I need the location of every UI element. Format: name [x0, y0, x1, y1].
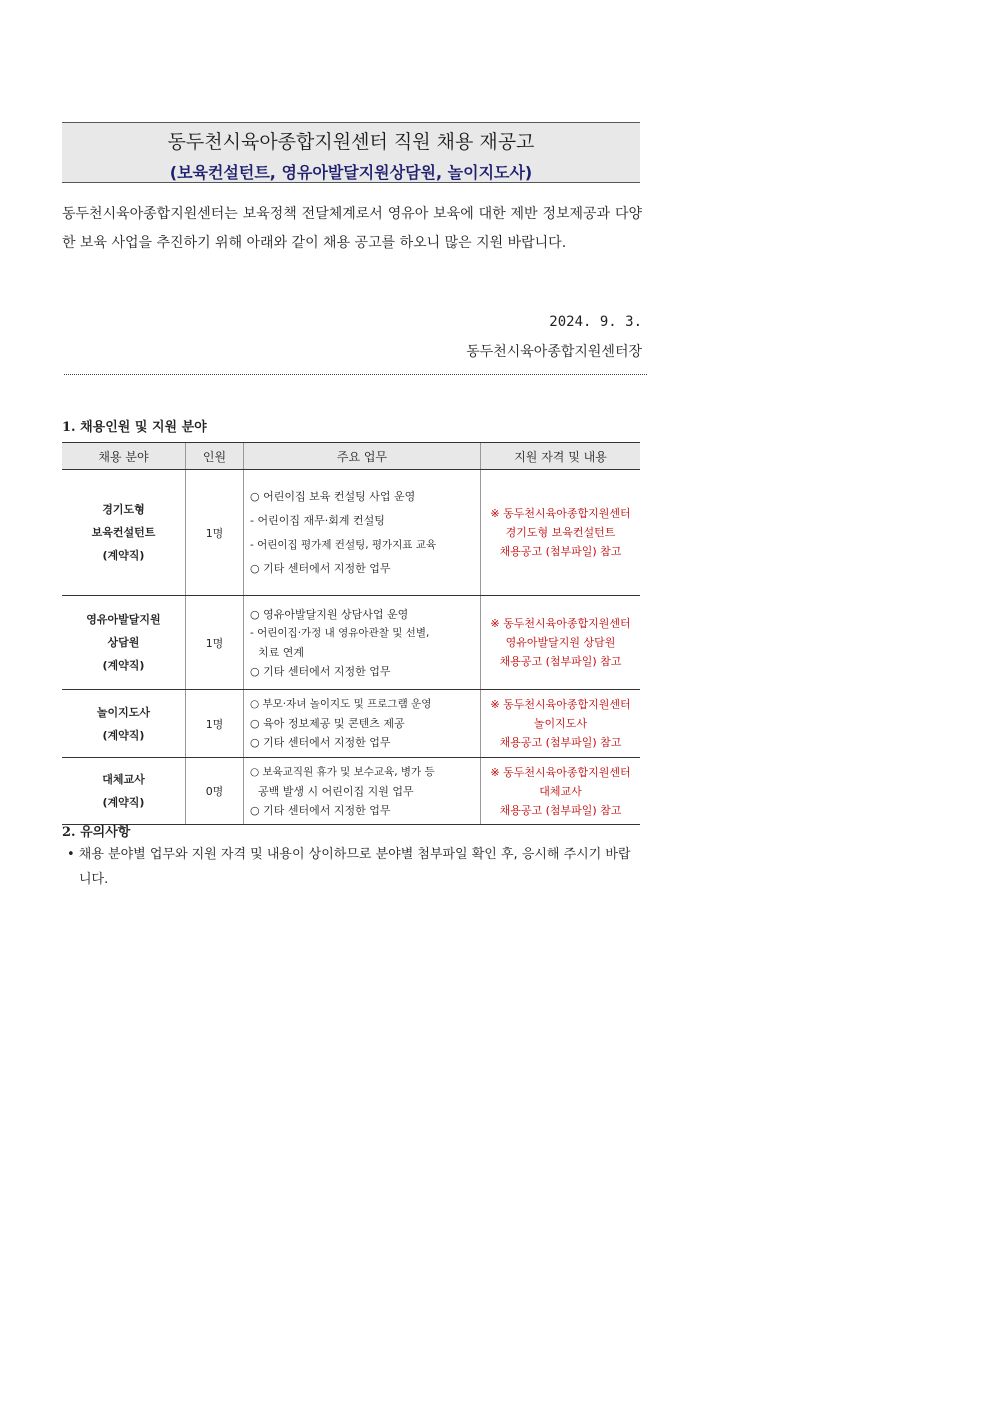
- field-line: 놀이지도사: [96, 705, 151, 719]
- qualification-line: 채용공고 (첨부파일) 참고: [499, 655, 622, 668]
- qualification-line: ※ 동두천시육아종합지원센터: [490, 765, 631, 779]
- duty-line: 치료 연계: [258, 645, 305, 659]
- recruitment-table: [62, 442, 640, 825]
- page-title: 동두천시육아종합지원센터 직원 채용 재공고: [167, 131, 535, 153]
- field-line: 상담원: [107, 636, 140, 649]
- field-line: 대체교사: [102, 773, 145, 786]
- duty-line: ○ 어린이집 보육 컨설팅 사업 운영: [250, 489, 416, 503]
- notice-text: • 채용 분야별 업무와 지원 자격 및 내용이 상이하므로 분야별 첨부파일 확인 후, 응시해 주시기 바랍니다.: [67, 847, 631, 887]
- duty-line: ○ 기타 센터에서 지정한 업무: [250, 561, 391, 575]
- qualification-cell: [481, 470, 641, 596]
- qualification-cell: [481, 596, 641, 690]
- field-line: 보육컨설턴트: [91, 526, 156, 539]
- table-row: [62, 758, 640, 825]
- duty-line: ○ 육아 정보제공 및 콘텐츠 제공: [250, 717, 405, 730]
- header-count: 인원: [186, 443, 244, 470]
- title-box: [62, 122, 640, 183]
- qualification-line: 채용공고 (첨부파일) 참고: [499, 736, 622, 749]
- duty-line: ○ 영유아발달지원 상담사업 운영: [250, 607, 409, 621]
- field-line: 경기도형: [102, 503, 145, 516]
- field-cell: [62, 470, 186, 596]
- duties-cell: [244, 596, 481, 690]
- header-qualification: 지원 자격 및 내용: [481, 443, 641, 470]
- field-cell: [62, 596, 186, 690]
- qualification-line: ※ 동두천시육아종합지원센터: [490, 698, 631, 711]
- duty-line: ○ 보육교직원 휴가 및 보수교육, 병가 등: [250, 765, 435, 778]
- header-field: 채용 분야: [62, 443, 186, 470]
- signer: 동두천시육아종합지원센터장: [466, 344, 642, 360]
- duty-line: - 어린이집·가정 내 영유아관찰 및 선별,: [250, 626, 430, 639]
- qualification-line: 채용공고 (첨부파일) 참고: [499, 803, 622, 817]
- field-cell: [62, 758, 186, 825]
- table-row: [62, 690, 640, 758]
- duty-line: ○ 부모·자녀 놀이지도 및 프로그램 운영: [250, 698, 432, 710]
- count-cell: 1명: [186, 596, 244, 690]
- intro-paragraph: 동두천시육아종합지원센터는 보육정책 전달체계로서 영유아 보육에 대한 제반 정보제공과 다양한 보육 사업을 추진하기 위해 아래와 같이 채용 공고를 하오니 많은 지원 바랍니다.: [62, 206, 642, 251]
- field-line: (계약직): [102, 796, 145, 809]
- table-header-row: [62, 443, 640, 470]
- duty-line: 공백 발생 시 어린이집 지원 업무: [258, 784, 414, 798]
- count-cell: 1명: [186, 690, 244, 758]
- count-cell: 1명: [186, 470, 244, 596]
- qualification-line: 경기도형 보육컨설턴트: [505, 526, 616, 539]
- qualification-line: 채용공고 (첨부파일) 참고: [499, 545, 622, 558]
- field-cell: [62, 690, 186, 758]
- duty-line: ○ 기타 센터에서 지정한 업무: [250, 803, 391, 817]
- duties-cell: [244, 690, 481, 758]
- qualification-cell: [481, 690, 641, 758]
- duty-line: - 어린이집 재무·회계 컨설팅: [250, 513, 385, 527]
- dotted-divider: [64, 374, 647, 375]
- duties-cell: [244, 470, 481, 596]
- duty-line: ○ 기타 센터에서 지정한 업무: [250, 736, 391, 749]
- announcement-date: 2024. 9. 3.: [549, 314, 642, 330]
- field-line: (계약직): [102, 549, 145, 562]
- page-subtitle: (보육컨설턴트, 영유아발달지원상담원, 놀이지도사): [169, 163, 533, 182]
- count-cell: 0명: [186, 758, 244, 825]
- table-row: [62, 596, 640, 690]
- header-duties: 주요 업무: [244, 443, 481, 470]
- field-line: (계약직): [102, 728, 145, 742]
- duties-cell: [244, 758, 481, 825]
- qualification-line: 대체교사: [539, 784, 582, 798]
- duty-line: - 어린이집 평가제 컨설팅, 평가지표 교육: [250, 538, 437, 551]
- qualification-line: ※ 동두천시육아종합지원센터: [490, 617, 631, 630]
- field-line: 영유아발달지원: [86, 613, 161, 626]
- qualification-line: ※ 동두천시육아종합지원센터: [490, 507, 631, 520]
- section2-title: 2. 유의사항: [62, 825, 131, 840]
- qualification-line: 놀이지도사: [533, 717, 588, 730]
- qualification-line: 영유아발달지원 상담원: [505, 636, 616, 649]
- duty-line: ○ 기타 센터에서 지정한 업무: [250, 664, 391, 678]
- field-line: (계약직): [102, 659, 145, 672]
- qualification-cell: [481, 758, 641, 825]
- section1-title: 1. 채용인원 및 지원 분야: [62, 420, 207, 435]
- table-row: [62, 470, 640, 596]
